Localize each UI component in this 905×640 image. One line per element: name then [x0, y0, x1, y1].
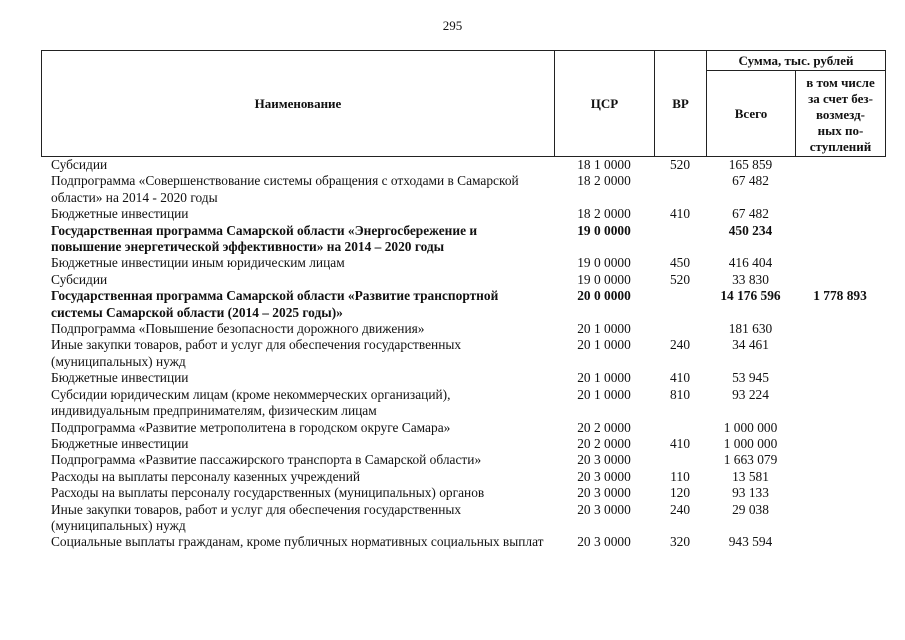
row-csr: 18 1 0000 [577, 157, 631, 172]
row-name: Иные закупки товаров, работ и услуг для обеспечения государственных (муниципальных) нужд [51, 337, 462, 369]
row-name: Бюджетные инвестиции иным юридическим лицам [51, 255, 345, 271]
table-row [41, 534, 885, 550]
row-total: 1 000 000 [723, 435, 778, 451]
table-row [41, 452, 885, 468]
row-free: 1 778 893 [813, 288, 867, 304]
table-header [41, 50, 886, 157]
table-row [41, 337, 885, 370]
table-row [41, 321, 885, 337]
row-total: 29 038 [732, 501, 769, 517]
table-row [41, 255, 885, 271]
row-vr: 110 [670, 468, 690, 484]
header-total: Всего [707, 71, 796, 157]
row-total: 67 482 [732, 206, 769, 222]
row-vr: 520 [669, 271, 691, 287]
row-csr: 20 2 0000 [577, 435, 631, 451]
row-total: 1 663 079 [723, 452, 778, 468]
row-name: Государственная программа Самарской области «Энергосбережение и повышение энергетической эффективности» на 2014 – 2020 годы [51, 222, 478, 255]
table-body [41, 157, 885, 551]
header-vr: ВР [655, 51, 707, 157]
row-name: Подпрограмма «Развитие метрополитена в городском округе Самара» [51, 419, 451, 435]
row-name: Подпрограмма «Повышение безопасности дорожного движения» [51, 321, 425, 337]
row-vr: 240 [669, 501, 691, 517]
header-name: Наименование [42, 51, 555, 157]
table-row [41, 420, 885, 436]
row-vr: 410 [669, 370, 691, 386]
table-row [41, 370, 885, 386]
row-csr: 20 1 0000 [577, 386, 631, 402]
row-total: 53 945 [732, 370, 769, 386]
row-total: 13 581 [732, 468, 769, 484]
row-csr: 20 3 0000 [577, 452, 631, 468]
header-sum-group: Сумма, тыс. рублей [707, 51, 886, 71]
row-total: 93 133 [732, 485, 769, 501]
row-total: 1 000 000 [723, 419, 778, 435]
page-number: 295 [442, 18, 463, 33]
row-total: 165 859 [728, 157, 773, 172]
row-vr: 520 [669, 157, 691, 172]
header-free-line: в том числе [806, 74, 875, 90]
table-row [41, 288, 885, 321]
table-row [41, 206, 885, 222]
row-total: 93 224 [732, 386, 769, 402]
row-csr: 19 0 0000 [577, 222, 631, 238]
row-name: Подпрограмма «Совершенствование системы обращения с отходами в Самарской области» на 2014 - 2020 годы [51, 173, 519, 205]
row-vr: 410 [669, 206, 691, 222]
row-total: 416 404 [728, 255, 773, 271]
row-name: Субсидии [51, 271, 108, 287]
row-total: 67 482 [732, 173, 769, 189]
row-total: 450 234 [728, 222, 773, 238]
row-name: Подпрограмма «Развитие пассажирского транспорта в Самарской области» [51, 452, 482, 468]
header-free [796, 71, 886, 157]
row-vr: 810 [669, 386, 691, 402]
row-name: Расходы на выплаты персоналу государственных (муниципальных) органов [51, 485, 485, 501]
table-row [41, 436, 885, 452]
row-csr: 20 3 0000 [577, 485, 631, 501]
row-vr: 240 [669, 337, 691, 353]
row-name: Иные закупки товаров, работ и услуг для обеспечения государственных (муниципальных) нужд [51, 501, 462, 533]
table-row [41, 272, 885, 288]
header-free-line: за счет без- [808, 90, 873, 106]
row-name: Расходы на выплаты персоналу казенных учреждений [51, 468, 361, 484]
row-name: Субсидии [51, 157, 108, 172]
row-name: Социальные выплаты гражданам, кроме публичных нормативных социальных выплат [51, 534, 544, 550]
row-name: Бюджетные инвестиции [51, 435, 189, 451]
table-row [41, 387, 885, 420]
table-row [41, 485, 885, 501]
row-csr: 20 1 0000 [577, 337, 631, 353]
row-csr: 19 0 0000 [577, 255, 631, 271]
row-vr: 410 [669, 435, 691, 451]
row-vr: 320 [669, 534, 691, 550]
row-name: Бюджетные инвестиции [51, 370, 189, 386]
row-csr: 20 3 0000 [577, 501, 631, 517]
table-row [41, 502, 885, 535]
row-total: 14 176 596 [720, 288, 781, 304]
header-csr: ЦСР [555, 51, 655, 157]
header-free-line: ступлений [809, 138, 872, 154]
row-csr: 20 3 0000 [577, 534, 631, 550]
row-name: Государственная программа Самарской области «Развитие транспортной системы Самарской области (2014 – 2025 годы)» [51, 288, 499, 320]
row-csr: 20 1 0000 [577, 321, 631, 337]
row-csr: 18 2 0000 [577, 206, 631, 222]
row-csr: 20 3 0000 [577, 468, 631, 484]
table-row [41, 157, 885, 173]
row-csr: 20 0 0000 [577, 288, 631, 304]
row-total: 181 630 [728, 321, 773, 337]
row-total: 943 594 [728, 534, 773, 550]
row-vr: 120 [669, 485, 691, 501]
row-vr: 450 [669, 255, 691, 271]
row-total: 34 461 [732, 337, 769, 353]
row-name: Бюджетные инвестиции [51, 206, 189, 222]
row-csr: 18 2 0000 [577, 173, 631, 189]
table-row [41, 173, 885, 206]
row-total: 33 830 [732, 271, 769, 287]
header-free-line: возмезд- [816, 106, 865, 122]
header-free-line: ных по- [817, 122, 864, 138]
row-csr: 20 2 0000 [577, 419, 631, 435]
row-csr: 20 1 0000 [577, 370, 631, 386]
table-row [41, 223, 885, 256]
row-name: Субсидии юридическим лицам (кроме некоммерческих организаций), индивидуальным предпринимателям, физическим лицам [51, 386, 451, 419]
table-row [41, 469, 885, 485]
row-csr: 19 0 0000 [577, 271, 631, 287]
